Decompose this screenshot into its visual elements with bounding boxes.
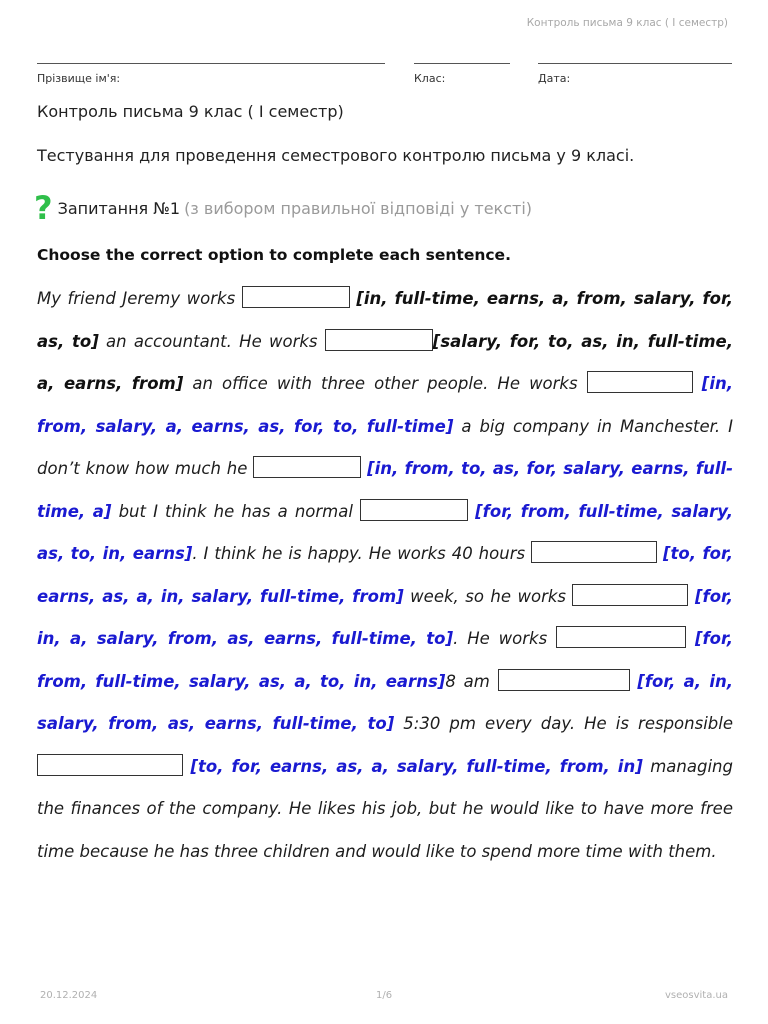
answer-blank-4[interactable] (253, 456, 361, 478)
question-label: Запитання №1 (57, 198, 181, 218)
options-3: [in, from, salary, a, earns, as, for, to, full-time] (37, 374, 733, 436)
options-4: [in, from, to, as, for, salary, earns, full-time, a] (37, 459, 733, 521)
answer-blank-6[interactable] (531, 541, 657, 563)
text-segment: managing the finances of the company. He likes his job, but he would like to have more free time because he has three children and would like to spend more time with them. (37, 756, 733, 861)
answer-blank-8[interactable] (556, 626, 686, 648)
answer-blank-3[interactable] (587, 371, 693, 393)
options-5: [for, from, full-time, salary, as, to, in, earns] (37, 501, 733, 563)
question-heading (34, 189, 533, 227)
options-10: [to, for, earns, as, a, salary, full-time, from, in] (190, 756, 643, 776)
options-9: [for, a, in, salary, from, as, earns, full-time, to] (37, 671, 733, 733)
answer-blank-9[interactable] (498, 669, 630, 691)
text-segment: . I think he is happy. He works 40 hours (192, 544, 532, 563)
text-segment: an accountant. He works (98, 331, 325, 351)
document-subtitle: Тестування для проведення семестрового контролю письма у 9 класі. (37, 146, 635, 165)
options-2: [salary, for, to, as, in, full-time, a, earns, from] (37, 331, 733, 393)
class-line (414, 63, 510, 64)
text-segment: 8 am (445, 671, 498, 691)
options-8: [for, from, full-time, salary, as, a, to, in, earns] (37, 629, 733, 691)
answer-blank-5[interactable] (360, 499, 468, 521)
answer-blank-1[interactable] (242, 286, 350, 308)
answer-blank-10[interactable] (37, 754, 183, 776)
text-segment: My friend Jeremy works (37, 289, 242, 308)
text-segment: 5:30 pm every day. He is responsible (394, 714, 733, 733)
header-title: Контроль письма 9 клас ( І семестр) (526, 17, 728, 29)
text-segment: an office with three other people. He works (183, 374, 587, 393)
document-title: Контроль письма 9 клас ( І семестр) (37, 102, 344, 121)
footer-date: 20.12.2024 (40, 990, 98, 1001)
question-text (37, 278, 733, 873)
answer-blank-7[interactable] (572, 584, 688, 606)
options-1: [in, full-time, earns, a, from, salary, for, as, to] (37, 289, 734, 351)
footer-page-number: 1/6 (376, 990, 393, 1001)
text-segment: but I think he has a normal (111, 501, 361, 521)
text-segment: . He works (453, 629, 557, 648)
options-6: [to, for, earns, as, a, in, salary, full-time, from] (37, 544, 733, 606)
class-label: Клас: (414, 72, 446, 85)
question-mark-icon: ? (34, 189, 53, 227)
answer-blank-2[interactable] (325, 329, 433, 351)
date-line (538, 63, 732, 64)
surname-line (37, 63, 385, 64)
surname-label: Прізвище ім'я: (37, 72, 121, 85)
question-note: (з вибором правильної відповіді у тексті) (184, 198, 533, 218)
text-segment: a big company in Manchester. I don’t know how much he (37, 416, 733, 478)
footer-site: vseosvita.ua (665, 990, 728, 1001)
options-7: [for, in, a, salary, from, as, earns, full-time, to] (37, 586, 734, 648)
question-instruction: Choose the correct option to complete each sentence. (37, 246, 511, 264)
text-segment: week, so he works (403, 586, 573, 606)
date-label: Дата: (538, 72, 571, 85)
